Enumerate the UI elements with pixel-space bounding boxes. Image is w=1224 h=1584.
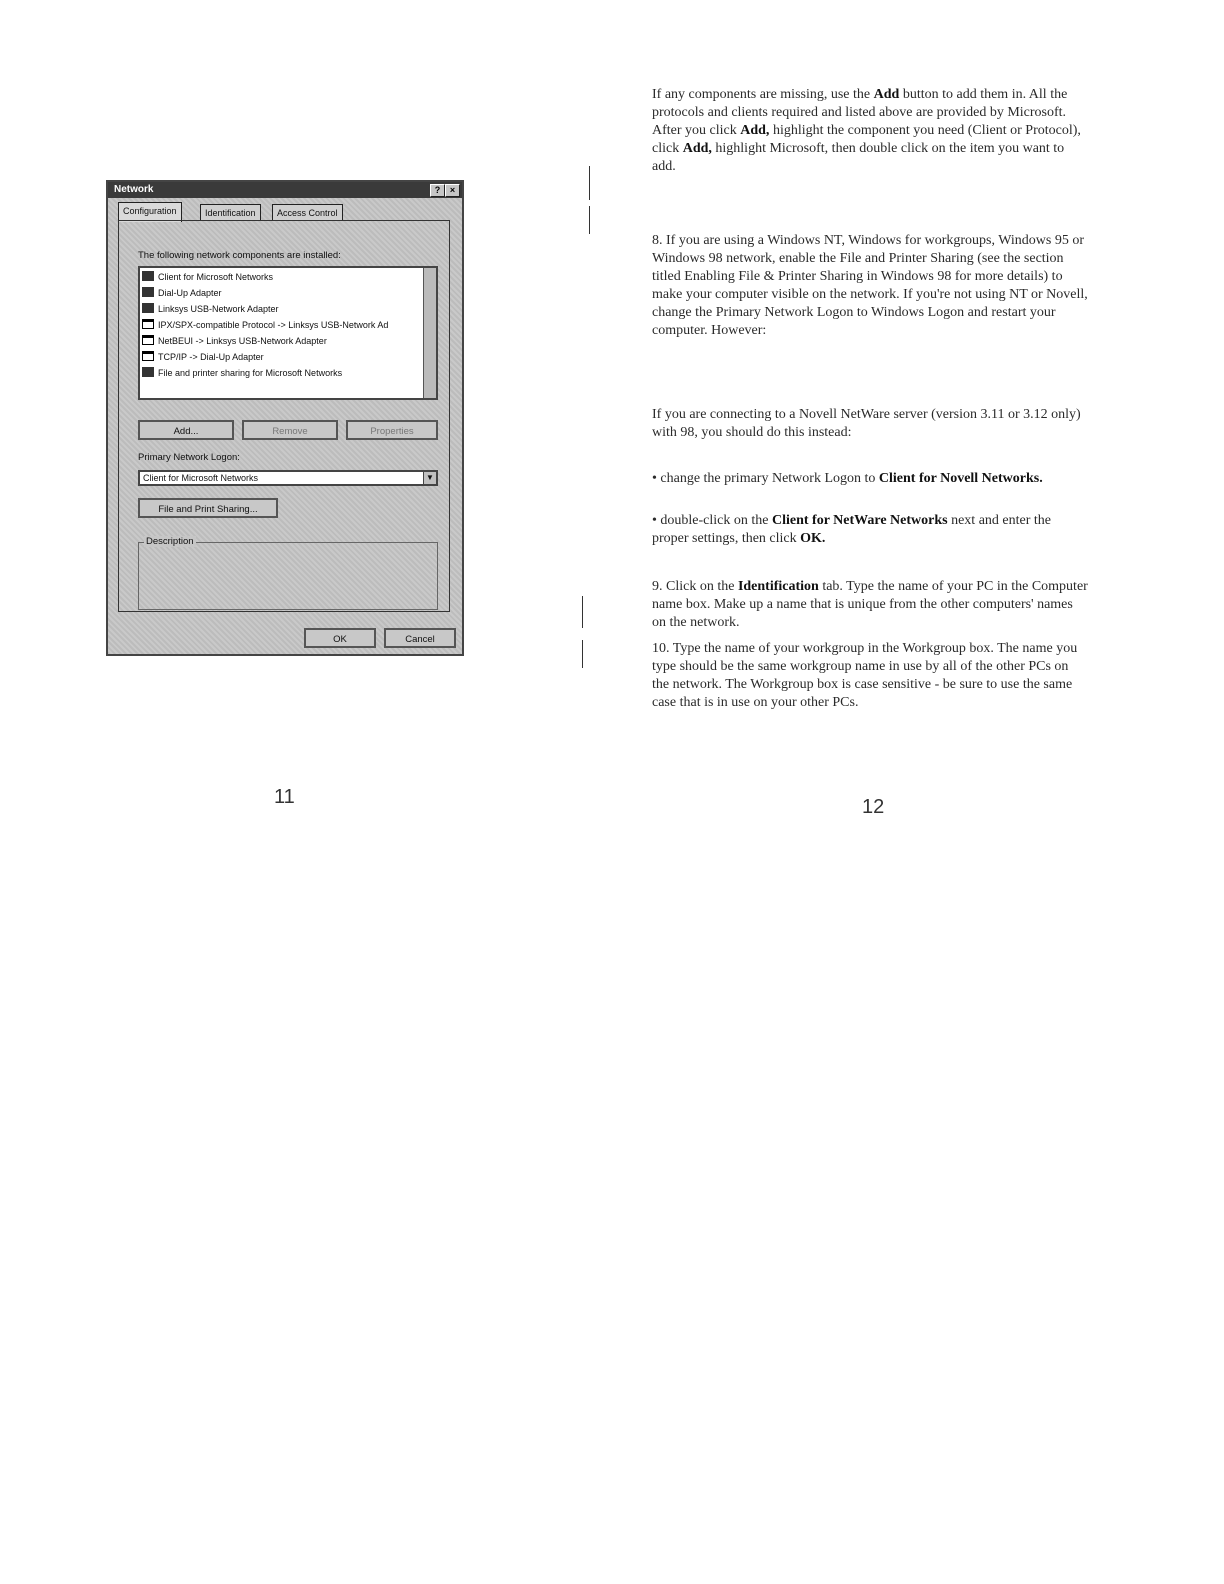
add-button[interactable]: Add... [138,420,234,440]
list-item[interactable]: NetBEUI -> Linksys USB-Network Adapter [142,334,327,348]
paragraph-step-9: 9. Click on the Identification tab. Type the name of your PC in the Computer name box. Make up a name that is unique from the other computers' names on the network. [652,579,1088,630]
network-dialog-screenshot [106,180,464,656]
client-icon [142,271,154,281]
paragraph-step-10: 10. Type the name of your workgroup in the Workgroup box. The name you type should be the same workgroup name in use by all of the other PCs on the network. The Workgroup box is case sensitive - be sure to use the same case that is in use on your other PCs. [652,641,1078,710]
description-label: Description [146,536,194,547]
gutter-mark [582,596,583,628]
tab-identification[interactable]: Identification [200,204,261,221]
dialog-title: Network [114,184,154,195]
description-group [138,542,438,610]
list-item[interactable]: Client for Microsoft Networks [142,270,273,284]
page-number-left: 11 [274,786,295,808]
remove-button[interactable]: Remove [242,420,338,440]
list-item[interactable]: Linksys USB-Network Adapter [142,302,279,316]
protocol-icon [142,335,154,345]
close-button[interactable]: × [445,184,460,197]
file-print-sharing-button[interactable]: File and Print Sharing... [138,498,278,518]
bullet-netware-client: • double-click on the Client for NetWare Networks next and enter the proper settings, then click OK. [652,513,1051,546]
gutter-mark [589,206,590,234]
protocol-icon [142,319,154,329]
protocol-icon [142,351,154,361]
paragraph-add-components: If any components are missing, use the Add button to add them in. All the protocols and clients required and listed above are provided by Microsoft. After you click Add, highlight the component you need (Client or Protocol), click Add, highlight Microsoft, then double click on the item you want to add. [652,87,1081,174]
list-item[interactable]: TCP/IP -> Dial-Up Adapter [142,350,264,364]
sharing-icon [142,367,154,377]
dialog-titlebar [108,182,462,198]
help-button[interactable]: ? [430,184,445,197]
page-number-right: 12 [862,796,885,818]
components-label: The following network components are installed: [138,250,341,261]
adapter-icon [142,287,154,297]
chevron-down-icon[interactable]: ▼ [423,472,436,484]
properties-button[interactable]: Properties [346,420,438,440]
ok-button[interactable]: OK [304,628,376,648]
list-scrollbar[interactable] [423,268,436,398]
list-item[interactable]: Dial-Up Adapter [142,286,222,300]
gutter-mark [589,166,590,200]
tab-configuration[interactable]: Configuration [118,202,182,222]
list-item[interactable]: File and printer sharing for Microsoft Networks [142,366,342,380]
paragraph-novell-note: If you are connecting to a Novell NetWare server (version 3.11 or 3.12 only) with 98, you should do this instead: [652,407,1081,440]
components-list[interactable] [138,266,438,400]
tab-access-control[interactable]: Access Control [272,204,343,221]
list-item[interactable]: IPX/SPX-compatible Protocol -> Linksys USB-Network Ad [142,318,388,332]
primary-logon-label: Primary Network Logon: [138,452,240,463]
bullet-change-logon: • change the primary Network Logon to Client for Novell Networks. [652,471,1043,486]
gutter-mark [582,640,583,668]
primary-logon-select[interactable]: Client for Microsoft Networks ▼ [138,470,438,486]
adapter-icon [142,303,154,313]
paragraph-step-8: 8. If you are using a Windows NT, Windows for workgroups, Windows 95 or Windows 98 network, enable the File and Printer Sharing (see the section titled Enabling File & Printer Sharing in Windows 98 for more details) to make your computer visible on the network. If you're not using NT or Novell, change the Primary Network Logon to Windows Logon and restart your computer. However: [652,233,1088,338]
cancel-button[interactable]: Cancel [384,628,456,648]
